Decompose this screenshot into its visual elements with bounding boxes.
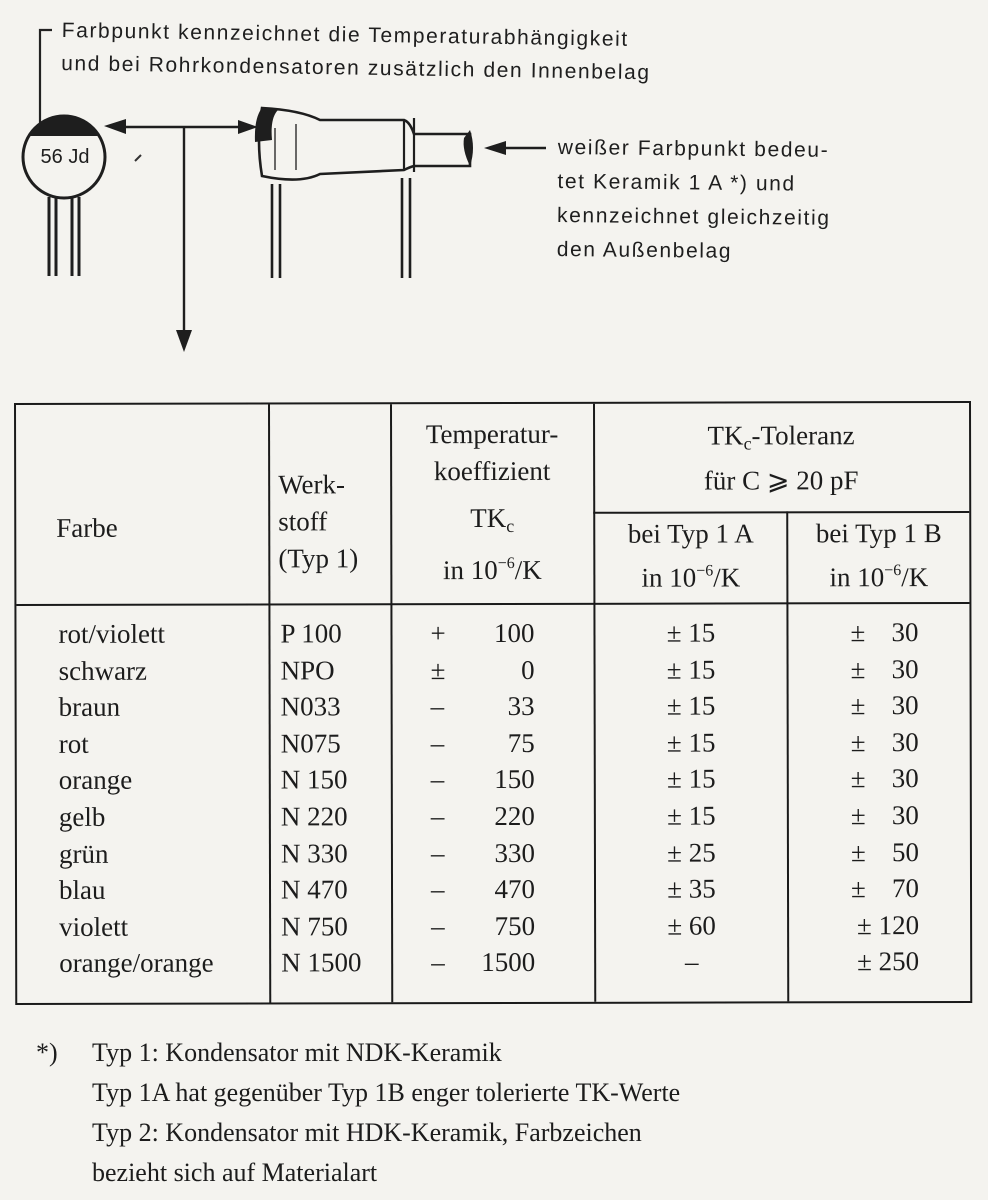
cell-tk-value: 330 bbox=[494, 837, 535, 868]
cell-tk-sign: ± bbox=[430, 654, 446, 685]
cell-werkstoff: N 150 bbox=[280, 764, 348, 795]
top-caption bbox=[61, 14, 651, 89]
arrow-icon bbox=[104, 119, 258, 352]
cell-tk-sign: – bbox=[431, 947, 445, 978]
column-tol-1b-value bbox=[816, 614, 919, 980]
cell-tk-sign: – bbox=[430, 764, 445, 795]
cell-tol-1a: ± 15 bbox=[666, 763, 716, 795]
capacitor-diagram bbox=[0, 0, 988, 400]
unit-pre: in 10 bbox=[641, 562, 697, 593]
header-tk-sub: c bbox=[743, 433, 752, 454]
cell-tol-1b-sign: ± bbox=[850, 873, 866, 904]
cell-tol-1b-value: 30 bbox=[891, 726, 919, 757]
cell-farbe: schwarz bbox=[58, 655, 148, 686]
column-tk-value bbox=[456, 615, 535, 981]
header-tk-main: TK bbox=[707, 420, 744, 451]
cell-tol-1a: ± 15 bbox=[666, 617, 716, 648]
cell-tk-value: 220 bbox=[494, 800, 535, 831]
cell-tol-1a: – bbox=[684, 946, 699, 977]
cell-tk-value: 750 bbox=[494, 910, 536, 941]
header-werkstoff bbox=[278, 466, 358, 577]
unit-post: /K bbox=[713, 562, 741, 593]
header-typ-1b bbox=[788, 515, 969, 596]
cell-farbe: rot/violett bbox=[58, 618, 165, 649]
table-header-subdivider bbox=[593, 511, 969, 514]
cell-werkstoff: N075 bbox=[280, 728, 341, 759]
cell-tol-1a: ± 25 bbox=[667, 837, 716, 868]
cell-tol-1b-value: 30 bbox=[891, 690, 919, 721]
cell-werkstoff: N 330 bbox=[280, 837, 348, 869]
cell-werkstoff: N 220 bbox=[280, 801, 348, 832]
unit-exp: −6 bbox=[696, 562, 714, 580]
cell-tk-value: 33 bbox=[507, 691, 535, 722]
top-caption-line: und bei Rohrkondensatoren zusätzlich den Innenbelag bbox=[61, 51, 651, 85]
header-temp-unit bbox=[392, 545, 592, 589]
footnote-line: Typ 1: Kondensator mit NDK-Keramik bbox=[92, 1038, 502, 1067]
header-typ-1a-unit bbox=[595, 552, 786, 596]
header-temperaturkoeffizient bbox=[392, 416, 592, 589]
header-temp-line: Temperatur- bbox=[425, 418, 559, 450]
right-caption-line: kennzeichnet gleichzeitig bbox=[556, 203, 831, 230]
cell-tol-1a: ± 15 bbox=[666, 654, 716, 685]
cell-tk-sign: + bbox=[430, 618, 446, 649]
cell-tol-1b-value: ± 250 bbox=[857, 946, 920, 977]
right-caption bbox=[557, 131, 832, 270]
header-typ-1b-line: bei Typ 1 B bbox=[815, 518, 942, 549]
cell-werkstoff: N 1500 bbox=[281, 947, 362, 978]
column-tol-1a bbox=[595, 614, 787, 980]
cell-werkstoff: N 750 bbox=[281, 911, 348, 942]
cell-tol-1b-value: 30 bbox=[891, 800, 919, 831]
unit-post: /K bbox=[901, 562, 929, 593]
cell-tk-sign: – bbox=[430, 727, 445, 758]
cell-werkstoff: P 100 bbox=[280, 618, 342, 649]
footnote-line: Typ 2: Kondensator mit HDK-Keramik, Farbzeichen bbox=[92, 1118, 642, 1147]
column-tk-sign bbox=[430, 615, 446, 981]
cell-tol-1b-sign: ± bbox=[850, 617, 866, 648]
header-werkstoff-line: (Typ 1) bbox=[278, 543, 359, 574]
cell-farbe: orange/orange bbox=[59, 947, 214, 979]
unit-pre: in 10 bbox=[829, 562, 885, 593]
cell-farbe: rot bbox=[58, 728, 89, 759]
header-toleranz bbox=[595, 417, 967, 500]
cell-farbe: grün bbox=[58, 838, 109, 869]
cell-tol-1b-value: 30 bbox=[891, 617, 919, 648]
disc-capacitor-label: 56 Jd bbox=[40, 146, 90, 168]
unit-post: /K bbox=[514, 554, 542, 585]
tube-capacitor-icon bbox=[255, 108, 473, 278]
cell-tol-1a: ± 60 bbox=[667, 910, 716, 941]
header-werkstoff-line: stoff bbox=[278, 506, 328, 537]
column-farbe bbox=[58, 616, 213, 982]
cell-tol-1b-value: 30 bbox=[891, 763, 919, 794]
table-column-divider bbox=[268, 404, 271, 1002]
cell-tol-1a: ± 15 bbox=[667, 800, 716, 831]
header-toleranz-post: -Toleranz bbox=[751, 420, 855, 451]
cell-tol-1b-value: 50 bbox=[891, 836, 919, 867]
cell-farbe: blau bbox=[58, 874, 106, 906]
unit-pre: in 10 bbox=[442, 554, 498, 586]
cell-werkstoff: NPO bbox=[280, 654, 335, 686]
cell-tol-1b-value: ± 120 bbox=[856, 909, 920, 940]
cell-tk-sign: – bbox=[430, 874, 445, 905]
footnote-line: Typ 1A hat gegenüber Typ 1B enger tolerierte TK-Werte bbox=[92, 1078, 681, 1107]
right-caption-line: weißer Farbpunkt bedeu- bbox=[557, 135, 830, 162]
cell-farbe: braun bbox=[58, 691, 121, 723]
header-toleranz-title bbox=[595, 417, 967, 463]
header-tk-main: TK bbox=[470, 502, 507, 534]
cell-farbe: orange bbox=[58, 765, 133, 796]
cell-tk-value: 470 bbox=[494, 874, 536, 905]
cell-tol-1b-value: 70 bbox=[891, 873, 920, 904]
cell-tol-1b-sign: ± bbox=[850, 800, 866, 831]
cell-tk-sign: – bbox=[431, 910, 445, 941]
header-tk-symbol bbox=[392, 500, 592, 545]
cell-tol-1b-sign: ± bbox=[850, 763, 866, 794]
disc-capacitor-icon bbox=[23, 116, 141, 276]
cell-tk-sign: – bbox=[430, 691, 445, 722]
header-temp-line: koeffizient bbox=[433, 455, 551, 487]
header-typ-1a-line: bei Typ 1 A bbox=[627, 518, 754, 549]
cell-tol-1b-value: 30 bbox=[891, 653, 919, 684]
color-code-table bbox=[14, 401, 972, 1005]
top-caption-line: Farbpunkt kennzeichnet die Temperaturabhängigkeit bbox=[61, 18, 630, 51]
header-toleranz-line2: für C ⩾ 20 pF bbox=[703, 465, 859, 496]
header-farbe: Farbe bbox=[56, 512, 118, 543]
header-typ-1b-unit bbox=[788, 552, 969, 596]
cell-tol-1a: ± 15 bbox=[666, 727, 716, 758]
cell-tol-1b-sign: ± bbox=[850, 690, 866, 721]
column-werkstoff bbox=[280, 615, 361, 981]
cell-tk-value: 1500 bbox=[481, 947, 536, 978]
cell-tk-value: 150 bbox=[494, 764, 535, 795]
caption-leader-line bbox=[40, 30, 52, 127]
header-tk-sub: c bbox=[506, 515, 515, 536]
cell-tol-1b-sign: ± bbox=[850, 836, 866, 867]
cell-tol-1a: ± 35 bbox=[667, 873, 716, 904]
right-caption-line: den Außenbelag bbox=[556, 237, 733, 263]
footnote-line: bezieht sich auf Materialart bbox=[92, 1158, 378, 1187]
cell-werkstoff: N033 bbox=[280, 691, 341, 722]
header-werkstoff-line: Werk- bbox=[278, 469, 345, 500]
right-caption-line: tet Keramik 1 A *) und bbox=[557, 169, 796, 196]
cell-tol-1b-sign: ± bbox=[850, 726, 866, 758]
cell-tk-value: 0 bbox=[521, 654, 535, 685]
table-header-divider bbox=[16, 602, 969, 606]
cell-tol-1b-sign: ± bbox=[850, 653, 866, 684]
right-arrow-icon bbox=[484, 141, 546, 155]
cell-tk-sign: – bbox=[430, 801, 445, 832]
cell-tol-1a: ± 15 bbox=[666, 690, 716, 721]
cell-farbe: violett bbox=[59, 911, 129, 942]
cell-tk-sign: – bbox=[430, 837, 445, 868]
cell-werkstoff: N 470 bbox=[280, 874, 348, 905]
footnote-mark: *) bbox=[36, 1038, 58, 1067]
header-typ-1a bbox=[595, 515, 786, 596]
cell-tk-value: 75 bbox=[507, 727, 535, 758]
unit-exp: −6 bbox=[884, 562, 902, 580]
cell-farbe: gelb bbox=[58, 801, 106, 832]
unit-exp: −6 bbox=[497, 554, 515, 572]
cell-tk-value: 100 bbox=[493, 617, 535, 648]
footnote-lines bbox=[92, 1033, 680, 1193]
